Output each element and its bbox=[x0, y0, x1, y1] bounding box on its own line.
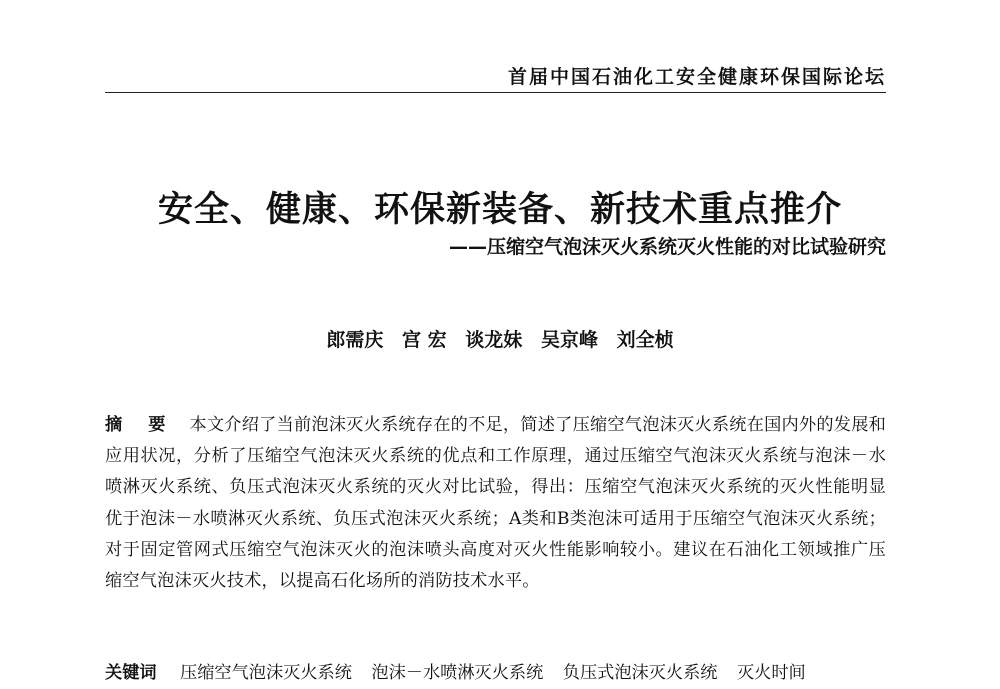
author: 刘全桢 bbox=[616, 329, 674, 351]
abstract bbox=[105, 410, 886, 597]
keywords bbox=[105, 658, 886, 689]
paper-title: 安全、健康、环保新装备、新技术重点推介 bbox=[157, 189, 842, 230]
author-list bbox=[0, 325, 1000, 352]
keyword: 压缩空气泡沫灭火系统 bbox=[180, 663, 352, 683]
conference-title: 首届中国石油化工安全健康环保国际论坛 bbox=[507, 66, 886, 88]
header-rule bbox=[105, 92, 886, 93]
keyword: 负压式泡沫灭火系统 bbox=[562, 663, 718, 683]
abstract-label: 摘 要 bbox=[105, 415, 176, 435]
abstract-text: 本文介绍了当前泡沫灭火系统存在的不足，简述了压缩空气泡沫灭火系统在国内外的发展和应用状况，分析了压缩空气泡沫灭火系统的优点和工作原理，通过压缩空气泡沫灭火系统与泡沫－水喷淋灭火系统、负压式泡沫灭火系统的灭火对比试验，得出：压缩空气泡沫灭火系统的灭火性能明显优于泡沫－水喷淋灭火系统、负压式泡沫灭火系统；A类和B类泡沫可适用于压缩空气泡沫灭火系统；对于固定管网式压缩空气泡沫灭火的泡沫喷头高度对灭火性能影响较小。建议在石油化工领域推广压缩空气泡沫灭火技术，以提高石化场所的消防技术水平。 bbox=[105, 415, 887, 592]
author: 吴京峰 bbox=[540, 329, 598, 351]
paper-subtitle: ——压缩空气泡沫灭火系统灭火性能的对比试验研究 bbox=[448, 236, 886, 258]
keyword: 泡沫－水喷淋灭火系统 bbox=[371, 663, 544, 683]
author: 宫 宏 bbox=[402, 329, 447, 351]
author: 郎需庆 bbox=[326, 329, 384, 351]
keyword: 灭火时间 bbox=[736, 663, 806, 683]
author: 谈龙妹 bbox=[465, 329, 523, 351]
keywords-label: 关键词 bbox=[105, 663, 157, 683]
